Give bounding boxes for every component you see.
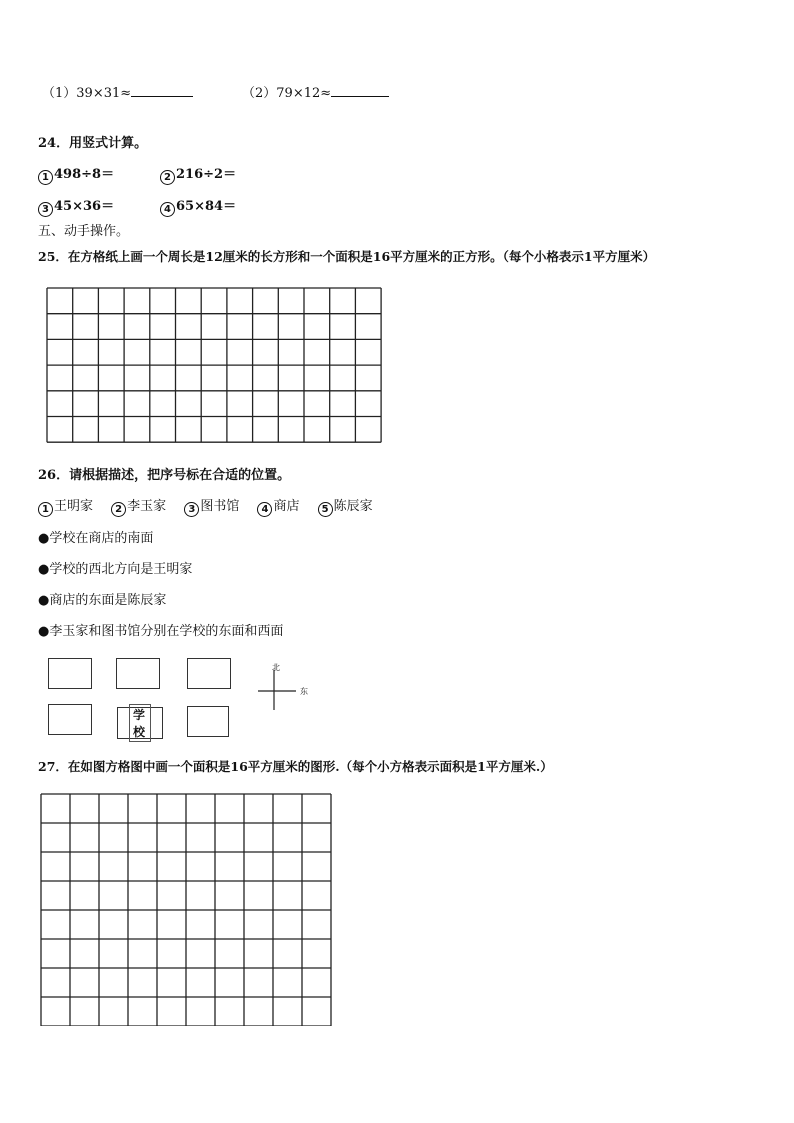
q26-clue-1: ●学校在商店的南面 [38,531,154,546]
location-box-top-right[interactable] [187,658,231,689]
q24-item-3: 3 45×36＝ [38,199,114,217]
location-box-top-middle[interactable] [116,658,160,689]
section-5-title: 五、动手操作。 [38,224,130,239]
circled-number-2: 2 [160,170,175,185]
compass-north-label: 北 [272,663,280,672]
q26-clue-2: ●学校的西北方向是王明家 [38,562,193,577]
q27-square-grid[interactable] [40,793,332,1026]
location-box-bottom-right[interactable] [187,706,229,737]
q23-item-2: （2）79×12≈ [242,84,389,102]
school-label: 学校 [129,704,151,742]
q24-item-1: 1 498÷8＝ [38,167,114,185]
circled-number-4: 4 [160,202,175,217]
location-box-bottom-left[interactable] [48,704,92,735]
location-box-top-left[interactable] [48,658,92,689]
q24-item-4: 4 65×84＝ [160,199,236,217]
option-5: 5 陈辰家 [318,499,373,514]
circled-number-1: 1 [38,170,53,185]
q26-options [38,499,373,517]
q25-title: 25．在方格纸上画一个周长是12厘米的长方形和一个面积是16平方厘米的正方形。（每个小格表示1平方厘米） [38,249,656,264]
compass-icon [256,668,298,712]
option-2: 2 李玉家 [111,499,166,514]
q26-clue-3: ●商店的东面是陈辰家 [38,593,167,608]
answer-blank-1[interactable] [131,84,193,97]
compass-east-label: 东 [300,687,308,696]
q26-title: 26．请根据描述，把序号标在合适的位置。 [38,468,291,483]
option-1: 1 王明家 [38,499,93,514]
option-3: 3 图书馆 [184,499,239,514]
q26-clue-4: ●李玉家和图书馆分别在学校的东面和西面 [38,624,284,639]
school-box [117,707,163,739]
option-4: 4 商店 [257,499,299,514]
circled-number-3: 3 [38,202,53,217]
answer-blank-2[interactable] [331,84,389,97]
q23-item-1: （1）39×31≈ [42,84,193,102]
q24-item-2: 2 216÷2＝ [160,167,236,185]
q27-title: 27．在如图方格图中画一个面积是16平方厘米的图形.（每个小方格表示面积是1平方厘米.） [38,759,553,774]
q24-title: 24．用竖式计算。 [38,136,148,151]
q25-square-grid[interactable] [46,287,384,443]
